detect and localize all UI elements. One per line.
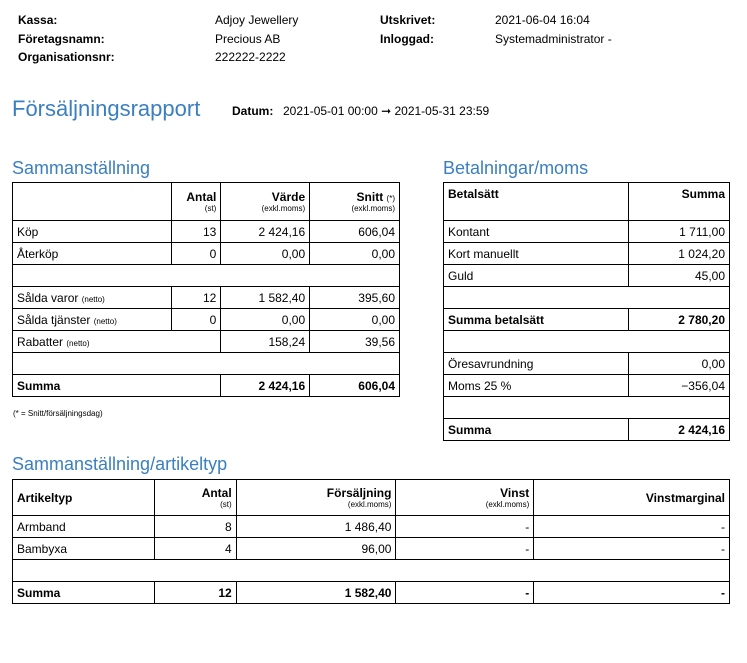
table-row: Bambyxa 4 96,00 - - (13, 538, 730, 560)
summary-col-varde: Värde (exkl.moms) (221, 183, 310, 221)
summary-col-antal: Antal (st) (172, 183, 221, 221)
summary-header-blank (13, 183, 172, 221)
articles-table (12, 479, 730, 604)
summary-row-varor: Sålda varor (netto) 12 1 582,40 395,60 (13, 287, 400, 309)
payments-title: Betalningar/moms (443, 158, 589, 178)
payments-row-kort: Kort manuellt 1 024,20 (444, 243, 730, 265)
foretag-label: Företagsnamn: (18, 32, 105, 46)
orgnr-value: 222222-2222 (215, 50, 286, 64)
summary-row-tjanster: Sålda tjänster (netto) 0 0,00 0,00 (13, 309, 400, 331)
articles-col-antal: Antal (st) (154, 480, 236, 516)
payments-row-guld: Guld 45,00 (444, 265, 730, 287)
payments-row-kontant: Kontant 1 711,00 (444, 221, 730, 243)
summary-row-summa: Summa 2 424,16 606,04 (13, 375, 400, 397)
payments-row-oresavrundning: Öresavrundning 0,00 (444, 353, 730, 375)
summary-title: Sammanställning (12, 158, 151, 178)
utskrivet-label: Utskrivet: (380, 13, 436, 27)
articles-col-forsaljning: Försäljning (exkl.moms) (236, 480, 396, 516)
datum-label: Datum: (232, 104, 274, 118)
payments-row-summa: Summa 2 424,16 (444, 419, 730, 441)
payments-col-betalsatt: Betalsätt (444, 183, 629, 221)
payments-col-summa: Summa (629, 183, 730, 221)
kassa-value: Adjoy Jewellery (215, 13, 299, 27)
summary-row-rabatter: Rabatter (netto) 158,24 39,56 (13, 331, 400, 353)
articles-col-artikeltyp: Artikeltyp (13, 480, 155, 516)
utskrivet-value: 2021-06-04 16:04 (495, 13, 590, 27)
articles-blank-row (13, 560, 730, 582)
inloggad-value: Systemadministrator - (495, 32, 612, 46)
table-row: Armband 8 1 486,40 - - (13, 516, 730, 538)
articles-col-vinstmarginal: Vinstmarginal (534, 480, 730, 516)
datum-value: 2021-05-01 00:00 ➞ 2021-05-31 23:59 (283, 104, 490, 118)
summary-row-aterkop: Återköp 0 0,00 0,00 (13, 243, 400, 265)
payments-table (443, 182, 730, 441)
summary-blank-row (13, 265, 400, 287)
summary-blank-row (13, 353, 400, 375)
articles-row-summa: Summa 12 1 582,40 - - (13, 582, 730, 604)
orgnr-label: Organisationsnr: (18, 50, 115, 64)
kassa-label: Kassa: (18, 13, 58, 27)
summary-col-snitt: Snitt (*) (exkl.moms) (310, 183, 400, 221)
summary-row-kop: Köp 13 2 424,16 606,04 (13, 221, 400, 243)
articles-title: Sammanställning/artikeltyp (12, 454, 228, 474)
articles-col-vinst: Vinst (exkl.moms) (396, 480, 534, 516)
payments-row-moms: Moms 25 % −356,04 (444, 375, 730, 397)
summary-table (12, 182, 400, 397)
payments-blank-row (444, 331, 730, 353)
payments-blank-row (444, 287, 730, 309)
inloggad-label: Inloggad: (380, 32, 434, 46)
payments-blank-row (444, 397, 730, 419)
report-title: Försäljningsrapport (12, 96, 201, 121)
summary-footnote: (* = Snitt/försäljningsdag) (13, 409, 103, 418)
foretag-value: Precious AB (215, 32, 281, 46)
payments-row-summa-betalsatt: Summa betalsätt 2 780,20 (444, 309, 730, 331)
